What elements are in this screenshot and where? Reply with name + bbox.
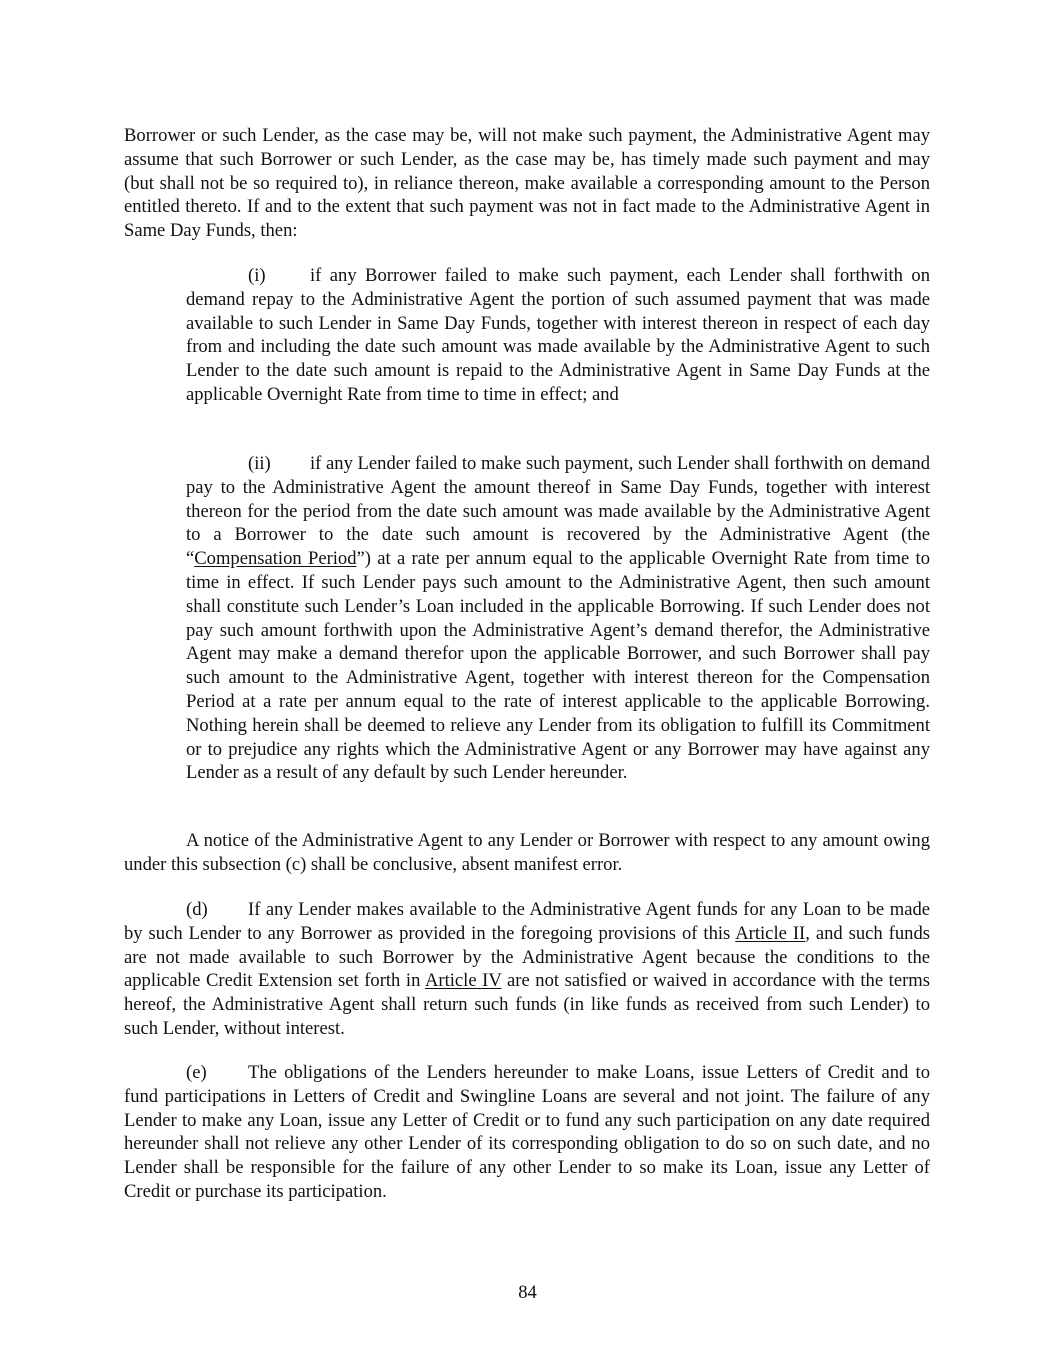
- page-number: 84: [518, 1282, 537, 1303]
- clause-i-label: (i): [248, 265, 266, 286]
- clause-i-paragraph: [186, 264, 930, 407]
- notice-paragraph: [124, 829, 930, 877]
- intro-paragraph: [124, 124, 930, 243]
- notice-text: A notice of the Administrative Agent to any Lender or Borrower with respect to any amount owing under this subsection (c) shall be conclusive, absent manifest error.: [124, 830, 930, 875]
- clause-e-text: The obligations of the Lenders hereunder to make Loans, issue Letters of Credit and to fund participations in Letters of Credit and Swingline Loans are several and not joint. The failure of any Lender to make any Loan, issue any Letter of Credit or to fund any such participation on any date required hereunder shall not relieve any other Lender of its corresponding obligation to do so on such date, and no Lender shall be responsible for the failure of any other Lender to so make its Loan, issue any Letter of Credit or purchase its participation.: [124, 1062, 930, 1202]
- clause-i-text: if any Borrower failed to make such payment, each Lender shall forthwith on demand repay to the Administrative Agent the portion of such assumed payment that was made available to such Lender in Same Day Funds, together with interest thereon in respect of each day from and including the date such amount was made available by the Administrative Agent to such Lender to the date such amount is repaid to the Administrative Agent in Same Day Funds at the applicable Overnight Rate from time to time in effect; and: [186, 265, 930, 405]
- article-iv-reference: Article IV: [424, 970, 502, 992]
- clause-e-paragraph: [124, 1061, 930, 1204]
- clause-d-text-2: , and such funds are not made available to such Borrower by the Administrative Agent because the conditions to the applicable Credit Extension set forth in: [124, 922, 931, 992]
- clause-d-text-1: If any Lender makes available to the Administrative Agent funds for any Loan to be made by such Lender to any Borrower as provided in the foregoing provisions of this: [124, 899, 930, 944]
- defined-term-compensation-period: Compensation Period: [194, 548, 357, 570]
- clause-ii-text-after: ”) at a rate per annum equal to the applicable Overnight Rate from time to time in effect. If such Lender pays such amount to the Administrative Agent, then such amount shall constitute such Lender’s Loan included in the applicable Borrowing. If such Lender does not pay such amount forthwith upon the Administrative Agent’s demand therefor, the Administrative Agent may make a demand therefor upon the applicable Borrower, and such Borrower shall pay such amount to the Administrative Agent, together with interest thereon for the Compensation Period at a rate per annum equal to the rate of interest applicable to the applicable Borrowing. Nothing herein shall be deemed to relieve any Lender from its obligation to fulfill its Commitment or to prejudice any rights which the Administrative Agent or any Borrower may have against any Lender as a result of any default by such Lender hereunder.: [186, 548, 930, 784]
- clause-e-label: (e): [186, 1062, 207, 1083]
- clause-ii-label: (ii): [248, 453, 271, 474]
- clause-d-label: (d): [186, 899, 208, 920]
- clause-d-paragraph: [124, 898, 930, 1041]
- clause-d-text-3: are not satisfied or waived in accordance with the terms hereof, the Administrative Agent shall return such funds (in like funds as received from such Lender) to such Lender, without interest.: [124, 970, 930, 1039]
- article-ii-reference: Article II: [735, 922, 806, 944]
- clause-ii-text-before: if any Lender failed to make such payment, such Lender shall forthwith on demand pay to the Administrative Agent the amount thereof in Same Day Funds, together with interest thereon for the period from the date such amount was made available by the Administrative Agent to a Borrower to the date such amount is recovered by the Administrative Agent (the “: [186, 453, 930, 570]
- intro-text: Borrower or such Lender, as the case may be, will not make such payment, the Administrative Agent may assume that such Borrower or such Lender, as the case may be, has timely made such payment and may (but shall not be so required to), in reliance thereon, make available a corresponding amount to the Person entitled thereto. If and to the extent that such payment was not in fact made to the Administrative Agent in Same Day Funds, then:: [124, 125, 930, 242]
- clause-ii-paragraph: [186, 452, 930, 785]
